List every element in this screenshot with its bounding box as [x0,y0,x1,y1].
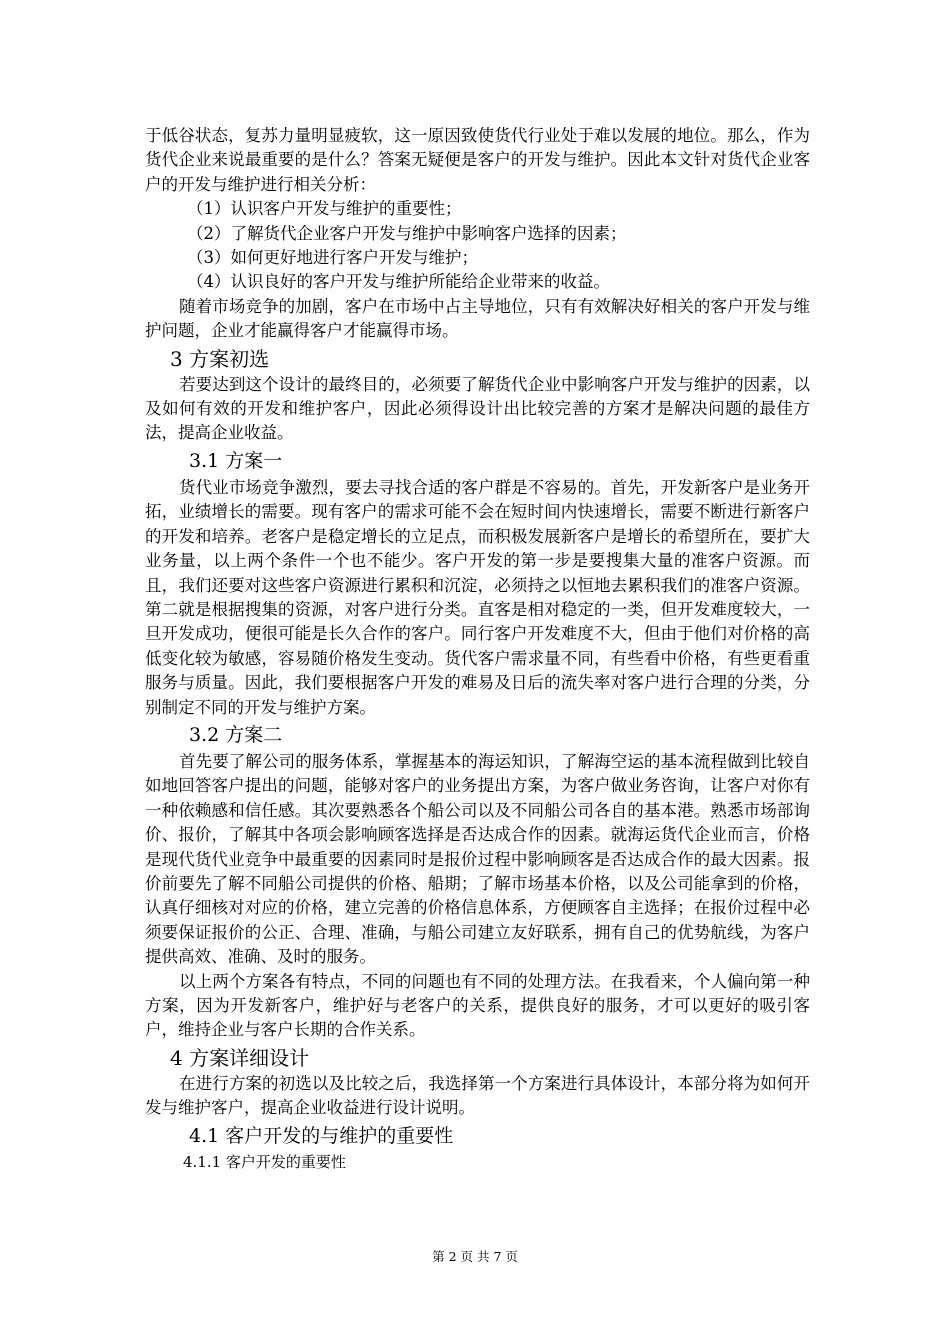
market-paragraph: 随着市场竞争的加剧，客户在市场中占主导地位，只有有效解决好相关的客户开发与维护问题，企业才能赢得客户才能赢得市场。 [145,296,810,341]
section-4-paragraph: 在进行方案的初选以及比较之后，我选择第一个方案进行具体设计，本部分将为如何开发与维护客户，提高企业收益进行设计说明。 [145,1073,810,1118]
comparison-paragraph: 以上两个方案各有特点，不同的问题也有不同的处理方法。在我看来，个人偏向第一种方案，因为开发新客户，维护好与老客户的关系，提供良好的服务，才可以更好的吸引客户，维持企业与客户长期的合作关系。 [145,971,810,1040]
section-3-paragraph: 若要达到这个设计的最终目的，必须要了解货代企业中影响客户开发与维护的因素，以及如何有效的开发和维护客户，因此必须得设计出比较完善的方案才是解决问题的最佳方法，提高企业收益。 [145,374,810,443]
page-footer: 第 2 页 共 7 页 [432,1249,518,1264]
list-item-1: （1）认识客户开发与维护的重要性； [187,199,462,219]
list-item-3: （3）如何更好地进行客户开发与维护； [187,248,478,268]
heading-section-3: 3 方案初选 [170,346,270,371]
heading-section-3-2: 3.2 方案二 [189,723,283,746]
heading-section-3-1: 3.1 方案一 [189,449,283,472]
section-3-2-paragraph: 首先要了解公司的服务体系，掌握基本的海运知识，了解海空运的基本流程做到比较自如地回答客户提出的问题，能够对客户的业务提出方案，为客户做业务咨询，让客户对你有一种依赖感和信任感。其次要熟悉各个船公司以及不同船公司各自的基本港。熟悉市场部询价、报价，了解其中各项会影响顾客选择是否达成合作的因素。就海运货代企业而言，价格是现代货代业竞争中最重要的因素同时是报价过程中影响顾客是否达成合作的最大因素。报价前要先了解不同船公司提供的价格、船期；了解市场基本价格，以及公司能拿到的价格，认真仔细核对对应的价格，建立完善的价格信息体系，方便顾客自主选择；在报价过程中必须要保证报价的公正、合理、准确，与船公司建立友好联系，拥有自己的优势航线，为客户提供高效、准确、及时的服务。 [145,751,810,967]
intro-paragraph: 于低谷状态，复苏力量明显疲软，这一原因致使货代行业处于难以发展的地位。那么，作为货代企业来说最重要的是什么？答案无疑便是客户的开发与维护。因此本文针对货代企业客户的开发与维护进行相关分析： [145,126,810,194]
section-3-1-paragraph: 货代业市场竞争激烈，要去寻找合适的客户群是不容易的。首先，开发新客户是业务开拓，业绩增长的需要。现有客户的需求可能不会在短时间内快速增长，需要不断进行新客户的开发和培养。老客户是稳定增长的立足点，而积极发展新客户是增长的希望所在，要扩大业务量，以上两个条件一个也不能少。客户开发的第一步是要搜集大量的准客户资源。而且，我们还要对这些客户资源进行累积和沉淀，必须持之以恒地去累积我们的准客户资源。第二就是根据搜集的资源，对客户进行分类。直客是相对稳定的一类，但开发难度较大，一旦开发成功，便很可能是长久合作的客户。同行客户开发难度不大，但由于他们对价格的高低变化较为敏感，容易随价格发生变动。货代客户需求量不同，有些看中价格，有些更看重服务与质量。因此，我们要根据客户开发的难易及日后的流失率对客户进行合理的分类，分别制定不同的开发与维护方案。 [145,477,810,717]
list-item-4: （4）认识良好的客户开发与维护所能给企业带来的收益。 [187,272,610,292]
document-body [145,124,810,1173]
heading-section-4-1-1: 4.1.1 客户开发的重要性 [183,1152,346,1171]
list-item-2: （2）了解货代企业客户开发与维护中影响客户选择的因素； [187,223,627,243]
heading-section-4-1: 4.1 客户开发的与维护的重要性 [189,1124,454,1147]
heading-section-4: 4 方案详细设计 [170,1045,310,1070]
